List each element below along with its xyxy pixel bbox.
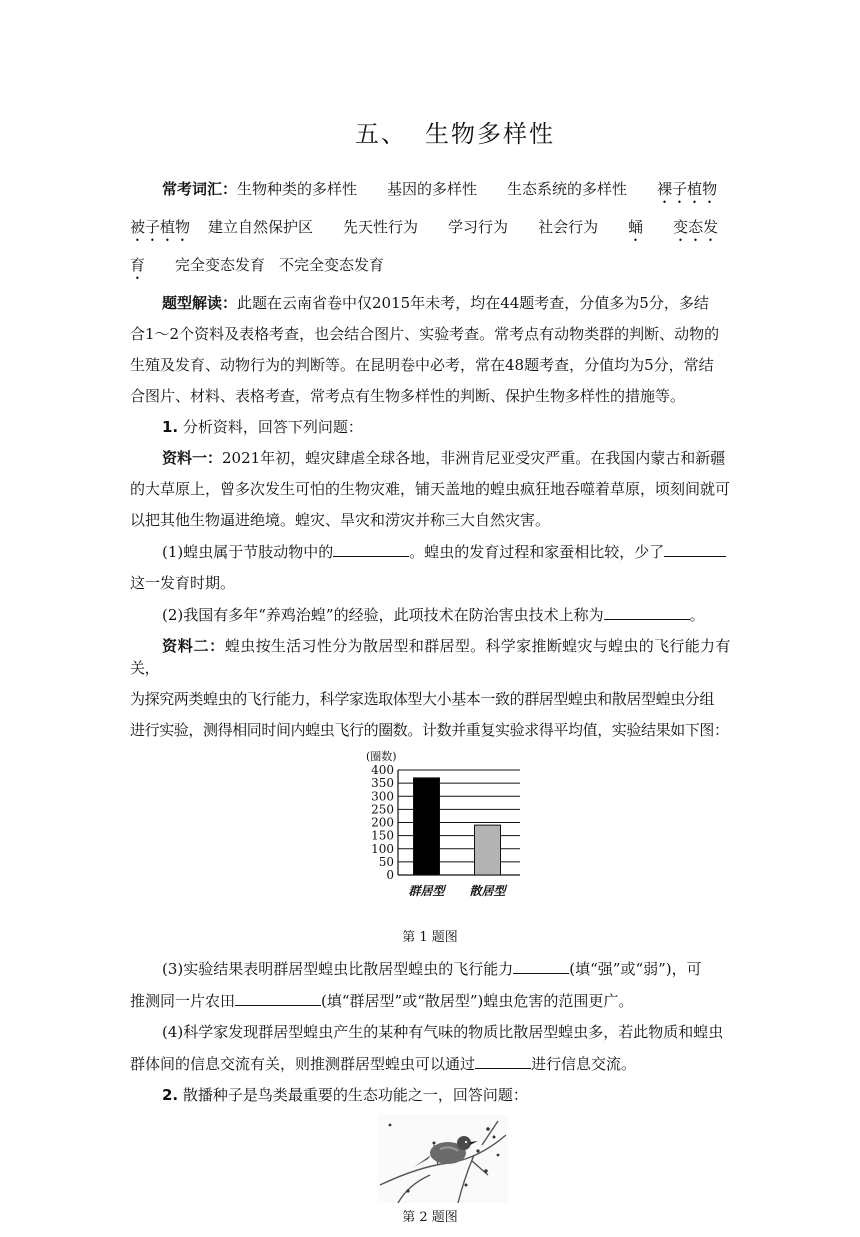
vocab-term: 完全变态发育 [175, 256, 266, 274]
part-2-text: (2)我国有多年“养鸡治蝗”的经验，此项技术在防治害虫技术上称为 [162, 606, 604, 624]
part-1-text: (1)蝗虫属于节肢动物中的 [162, 543, 334, 561]
part-3-text: 推测同一片农田 [130, 992, 236, 1010]
question-1-stem [130, 416, 730, 438]
vocab-term: 学习行为 [448, 218, 509, 236]
part-4-line-2 [130, 1052, 730, 1075]
part-1-text: 。蝗虫的发育过程和家蚕相比较，少了 [409, 543, 665, 561]
y-tick-label: 400 [371, 763, 394, 777]
figure-1 [130, 750, 730, 925]
material-1-line-2: 的大草原上，曾多次发生可怕的生物灾难，铺天盖地的蝗虫疯狂地吞噬着草原，顷刻间就可 [130, 480, 731, 498]
part-3-line-1 [130, 957, 730, 980]
material-2-line-1 [130, 635, 730, 679]
part-4-line-1: (4)科学家发现群居型蝗虫产生的某种有气味的物质比散居型蝗虫多，若此物质和蝗虫 [162, 1023, 724, 1041]
answer-blank[interactable] [333, 540, 409, 557]
y-tick-label: 300 [371, 789, 394, 804]
analysis-line-3: 生殖及发育、动物行为的判断等。在昆明卷中必考，常在48题考查，分值均为5分，常结 [130, 356, 714, 374]
vocab-term: 生物种类的多样性 [237, 180, 358, 198]
section-title [0, 114, 860, 149]
vocab-term: 先天性行为 [343, 218, 419, 236]
part-2-text: 。 [689, 606, 705, 624]
analysis-line-1 [130, 292, 730, 314]
vocab-line-1 [130, 178, 730, 207]
analysis-text: 此题在云南省卷中仅2015年未考，均在44题考查，分值多为5分，多结 [237, 294, 709, 312]
material-1-text: 2021年初，蝗灾肆虐全球各地，非洲肯尼亚受灾严重。在我国内蒙古和新疆 [222, 449, 726, 467]
answer-blank[interactable] [235, 989, 321, 1006]
material-1-line-3: 以把其他生物逼进绝境。蝗灾、旱灾和涝灾并称三大自然灾害。 [130, 511, 551, 529]
part-1-line-2: 这一发育时期。 [130, 574, 236, 592]
vocab-term: 社会行为 [538, 218, 599, 236]
x-tick-label: 散居型 [469, 884, 506, 898]
vocab-term: 基因的多样性 [387, 180, 478, 198]
figure-1-caption: 第 1 题图 [402, 930, 458, 945]
vocab-line-3 [130, 254, 730, 283]
question-2-stem [130, 1084, 730, 1106]
figure-2 [130, 1115, 730, 1205]
vocab-line-2 [130, 216, 730, 245]
material-2-text: 蝗虫按生活习性分为散居型和群居型。科学家推断蝗灾与蝗虫的飞行能力有关， [130, 637, 730, 677]
y-tick-label: 350 [371, 776, 394, 791]
part-1-line-1 [130, 540, 730, 563]
y-axis-label: (圈数) [366, 750, 397, 763]
part-2 [130, 603, 730, 626]
vocab-term: 建立自然保护区 [208, 218, 314, 236]
part-4-text: 群体间的信息交流有关，则推测群居型蝗虫可以通过 [130, 1055, 476, 1073]
question-1-text: 分析资料，回答下列问题： [182, 418, 363, 436]
bar-1 [414, 778, 440, 875]
answer-blank[interactable] [513, 957, 569, 974]
part-3-line-2 [130, 989, 730, 1012]
part-3-text: (填“群居型”或“散居型”)蝗虫危害的范围更广。 [321, 992, 634, 1010]
y-tick-label: 0 [386, 868, 394, 882]
question-2-text: 散播种子是鸟类最重要的生态功能之一，回答问题： [182, 1086, 528, 1104]
content [130, 178, 730, 1237]
answer-blank[interactable] [664, 540, 726, 557]
x-tick-label: 群居型 [408, 884, 445, 898]
section-number: 五、 [355, 120, 407, 148]
bar-2 [475, 825, 501, 875]
vocab-term-dotted: 被子植物 [130, 218, 191, 236]
y-tick-label: 100 [371, 841, 394, 856]
answer-blank[interactable] [604, 603, 690, 620]
vocab-term-dotted: 蛹 [628, 218, 644, 236]
vocab-term: 生态系统的多样性 [507, 180, 628, 198]
material-1-label: 资料一： [162, 449, 223, 467]
part-4-text: 进行信息交流。 [531, 1055, 637, 1073]
vocab-term-dotted: 变态发 [673, 218, 719, 236]
part-3-text: (填“强”或“弱”)，可 [569, 960, 702, 978]
bird-on-branch-photo [378, 1115, 508, 1203]
section-heading: 生物多样性 [425, 120, 555, 148]
material-2-label: 资料二： [162, 637, 225, 655]
figure-2-caption: 第 2 题图 [402, 1210, 458, 1225]
analysis-line-4: 合图片、材料、表格考查，常考点有生物多样性的判断、保护生物多样性的措施等。 [130, 387, 686, 405]
bar-chart [360, 750, 530, 925]
answer-blank[interactable] [475, 1052, 531, 1069]
question-2-number: 2. [162, 1086, 179, 1104]
question-1-number: 1. [162, 418, 179, 436]
vocab-term-dotted: 育 [130, 256, 146, 274]
analysis-label: 题型解读： [162, 294, 238, 312]
material-2-line-3: 进行实验，测得相同时间内蝗虫飞行的圈数。计数并重复实验求得平均值，实验结果如下图： [130, 721, 729, 739]
y-tick-label: 250 [371, 802, 394, 817]
y-tick-label: 150 [371, 828, 394, 843]
vocab-term-dotted: 裸子植物 [657, 180, 718, 198]
y-tick-label: 50 [378, 854, 394, 869]
material-2-line-2: 为探究两类蝗虫的飞行能力，科学家选取体型大小基本一致的群居型蝗虫和散居型蝗虫分组 [130, 690, 715, 708]
part-3-text: (3)实验结果表明群居型蝗虫比散居型蝗虫的飞行能力 [162, 960, 514, 978]
y-tick-label: 200 [371, 815, 394, 830]
vocab-label: 常考词汇： [162, 180, 238, 198]
vocab-term: 不完全变态发育 [279, 256, 385, 274]
material-1-line-1 [130, 447, 730, 469]
analysis-line-2: 合1～2个资料及表格考查，也会结合图片、实验考查。常考点有动物类群的判断、动物的 [130, 325, 720, 343]
